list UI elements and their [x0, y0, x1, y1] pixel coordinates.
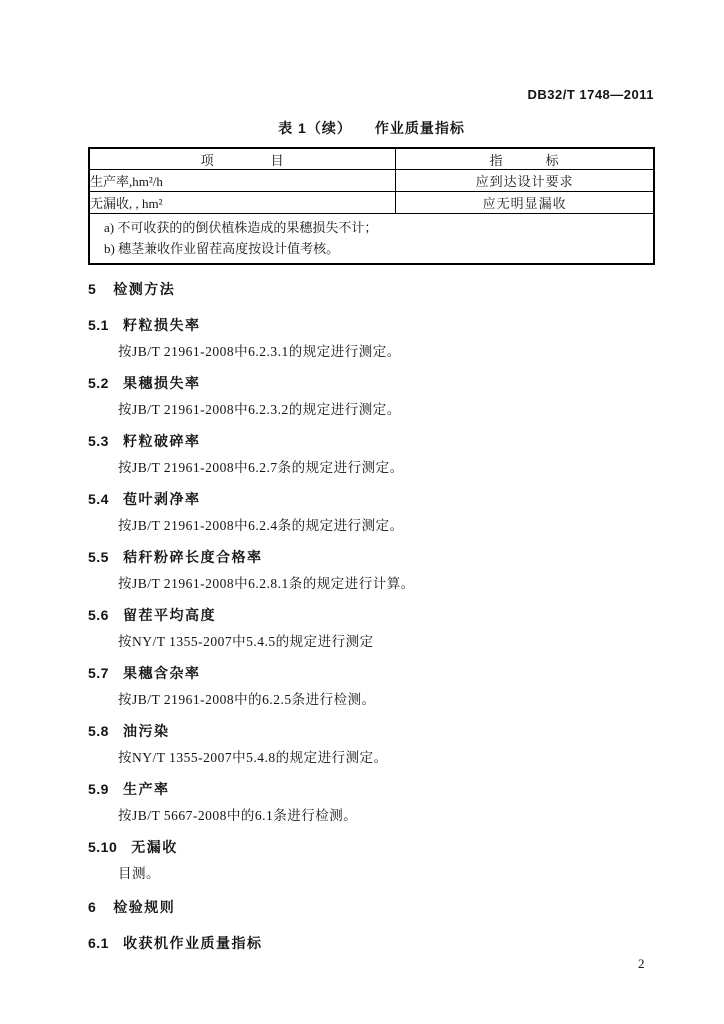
section-heading-5-1 — [88, 315, 655, 335]
section-title: 收获机作业质量指标 — [122, 935, 263, 951]
section-heading-6 — [88, 897, 655, 917]
section-heading-5-4 — [88, 489, 655, 509]
row-indicator-cell: 应无明显漏收 — [396, 192, 654, 214]
footnote-line: b) 穗茎兼收作业留茬高度按设计值考核。 — [104, 241, 340, 256]
section-number: 5.10 — [88, 839, 118, 855]
section-heading-5 — [88, 279, 655, 299]
section-heading-6-1 — [88, 933, 655, 953]
page-number: 2 — [638, 956, 645, 971]
section-body: 目测。 — [118, 866, 160, 881]
standard-code: DB32/T 1748—2011 — [527, 87, 654, 102]
table-footnotes-cell — [89, 214, 654, 265]
section-body: 按JB/T 21961-2008中6.2.4条的规定进行测定。 — [118, 518, 404, 533]
section-title: 果穗含杂率 — [122, 665, 201, 681]
section-title: 果穗损失率 — [122, 375, 201, 391]
section-number: 5.1 — [88, 317, 109, 333]
section-body: 按JB/T 21961-2008中的6.2.5条进行检测。 — [118, 692, 376, 707]
section-heading-5-10 — [88, 837, 655, 857]
section-number: 5.7 — [88, 665, 109, 681]
row-indicator-cell: 应到达设计要求 — [396, 170, 654, 192]
section-body: 按JB/T 21961-2008中6.2.7条的规定进行测定。 — [118, 460, 404, 475]
section-body: 按NY/T 1355-2007中5.4.8的规定进行测定。 — [118, 750, 388, 765]
section-number: 5.6 — [88, 607, 109, 623]
section-title: 无漏收 — [131, 839, 178, 855]
section-number: 5.5 — [88, 549, 109, 565]
footnote-line: a) 不可收获的的倒伏植株造成的果穗损失不计； — [104, 220, 378, 235]
section-title: 秸秆粉碎长度合格率 — [122, 549, 263, 565]
section-body: 按JB/T 21961-2008中6.2.3.1的规定进行测定。 — [118, 344, 401, 359]
section-number: 6 — [88, 899, 97, 915]
section-heading-5-9 — [88, 779, 655, 799]
col-header-indicator: 指 标 — [396, 148, 654, 170]
section-title: 油污染 — [122, 723, 170, 739]
section-title: 籽粒破碎率 — [122, 433, 201, 449]
section-body: 按JB/T 5667-2008中的6.1条进行检测。 — [118, 808, 358, 823]
section-heading-5-7 — [88, 663, 655, 683]
col-header-item: 项 目 — [89, 148, 396, 170]
section-number: 5.4 — [88, 491, 109, 507]
section-body: 按JB/T 21961-2008中6.2.3.2的规定进行测定。 — [118, 402, 401, 417]
section-body: 按NY/T 1355-2007中5.4.5的规定进行测定 — [118, 634, 374, 649]
section-number: 5.3 — [88, 433, 109, 449]
section-number: 5.2 — [88, 375, 109, 391]
section-title: 留茬平均高度 — [122, 607, 216, 623]
table-row — [89, 170, 654, 192]
page-content — [88, 0, 655, 953]
table-header-row — [89, 148, 654, 170]
table-row — [89, 192, 654, 214]
section-number: 5 — [88, 281, 97, 297]
section-heading-5-2 — [88, 373, 655, 393]
section-title: 检测方法 — [113, 281, 176, 297]
section-number: 5.9 — [88, 781, 109, 797]
section-title: 籽粒损失率 — [122, 317, 201, 333]
quality-indicator-table — [88, 147, 655, 265]
table-title: 表 1（续） 作业质量指标 — [278, 120, 465, 136]
section-heading-5-3 — [88, 431, 655, 451]
table-footnotes-row — [89, 214, 654, 265]
section-heading-5-6 — [88, 605, 655, 625]
section-title: 生产率 — [122, 781, 170, 797]
section-body: 按JB/T 21961-2008中6.2.8.1条的规定进行计算。 — [118, 576, 415, 591]
row-item-cell: 无漏收, , hm² — [89, 192, 396, 214]
row-item-cell: 生产率,hm²/h — [89, 170, 396, 192]
section-heading-5-8 — [88, 721, 655, 741]
section-number: 6.1 — [88, 935, 109, 951]
section-title: 检验规则 — [113, 899, 176, 915]
section-number: 5.8 — [88, 723, 109, 739]
section-heading-5-5 — [88, 547, 655, 567]
section-title: 苞叶剥净率 — [122, 491, 201, 507]
